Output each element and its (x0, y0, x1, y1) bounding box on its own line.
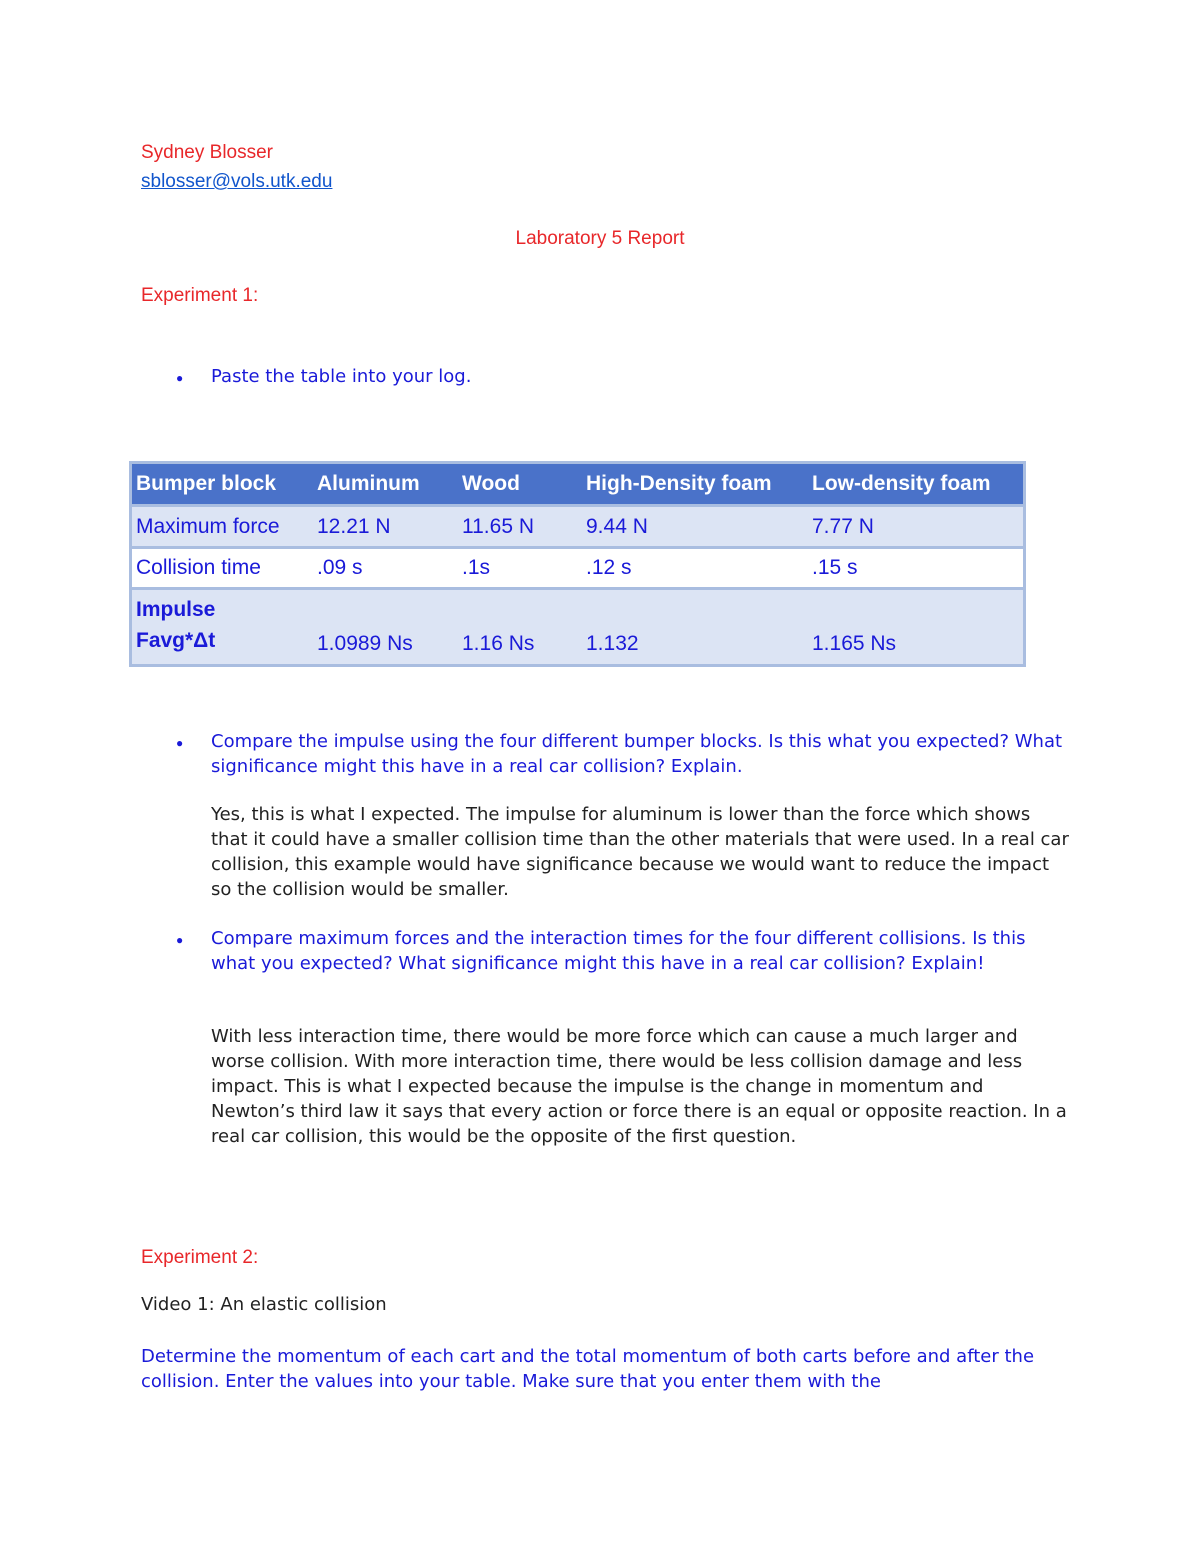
bullet-dot-icon: ● (176, 736, 184, 750)
table-row (131, 589, 1025, 666)
experiment-2-heading: Experiment 2: (141, 1247, 259, 1268)
table-row (131, 548, 1025, 589)
column-header: Bumper block (131, 463, 314, 506)
column-header: Low-density foam (808, 463, 1025, 506)
table-cell: .1s (458, 548, 582, 589)
answer-compare-forces: With less interaction time, there would be more force which can cause a much larger and worse collision. With more interaction time, there would be less collision damage and less impact. This is what I expected because the impulse is the change in momentum and Newton’s third law it says that every action or force there is an equal or opposite reaction. In a real car collision, this would be the opposite of the first question. (211, 1026, 1067, 1147)
table-cell: .09 s (313, 548, 458, 589)
row-label: Maximum force (131, 506, 314, 548)
author-email-link[interactable]: sblosser@vols.utk.edu (141, 171, 333, 192)
table-cell: 7.77 N (808, 506, 1025, 548)
column-header: Aluminum (313, 463, 458, 506)
column-header: Wood (458, 463, 582, 506)
column-header: High-Density foam (582, 463, 808, 506)
table-cell: 1.16 Ns (458, 589, 582, 666)
row-label-line: Favg*Δt (136, 629, 216, 652)
author-name: Sydney Blosser (141, 142, 274, 163)
table-header-row (131, 463, 1025, 506)
question-compare-impulse: Compare the impulse using the four different bumper blocks. Is this what you expected? What significance might this have in a real car collision? Explain. (211, 731, 1063, 777)
question-compare-forces: Compare maximum forces and the interaction times for the four different collisions. Is this what you expected? What significance might this have in a real car collision? Explain! (211, 928, 1026, 974)
instruction-paste-table: Paste the table into your log. (211, 366, 472, 387)
table-cell: 1.132 (582, 589, 808, 666)
table-row (131, 506, 1025, 548)
table-cell: 9.44 N (582, 506, 808, 548)
report-title: Laboratory 5 Report (515, 228, 685, 249)
instruction-determine-momentum: Determine the momentum of each cart and the total momentum of both carts before and after the collision. Enter the values into your table. Make sure that you enter them with the (141, 1346, 1035, 1392)
bullet-dot-icon: ● (176, 933, 184, 947)
table-cell: .15 s (808, 548, 1025, 589)
row-label: Collision time (131, 548, 314, 589)
table-cell: 12.21 N (313, 506, 458, 548)
bullet-dot-icon: ● (176, 371, 184, 385)
row-label (131, 589, 314, 666)
table-cell: 1.0989 Ns (313, 589, 458, 666)
table-cell: 11.65 N (458, 506, 582, 548)
table-cell: .12 s (582, 548, 808, 589)
table-cell: 1.165 Ns (808, 589, 1025, 666)
video-1-label: Video 1: An elastic collision (141, 1294, 387, 1315)
answer-compare-impulse: Yes, this is what I expected. The impulse for aluminum is lower than the force which shows that it could have a smaller collision time than the other materials that were used. In a real car collision, this example would have significance because we would want to reduce the impact so the collision would be smaller. (211, 804, 1069, 900)
experiment-1-heading: Experiment 1: (141, 285, 259, 306)
row-label-line: Impulse (136, 598, 216, 621)
results-table (129, 461, 1026, 667)
